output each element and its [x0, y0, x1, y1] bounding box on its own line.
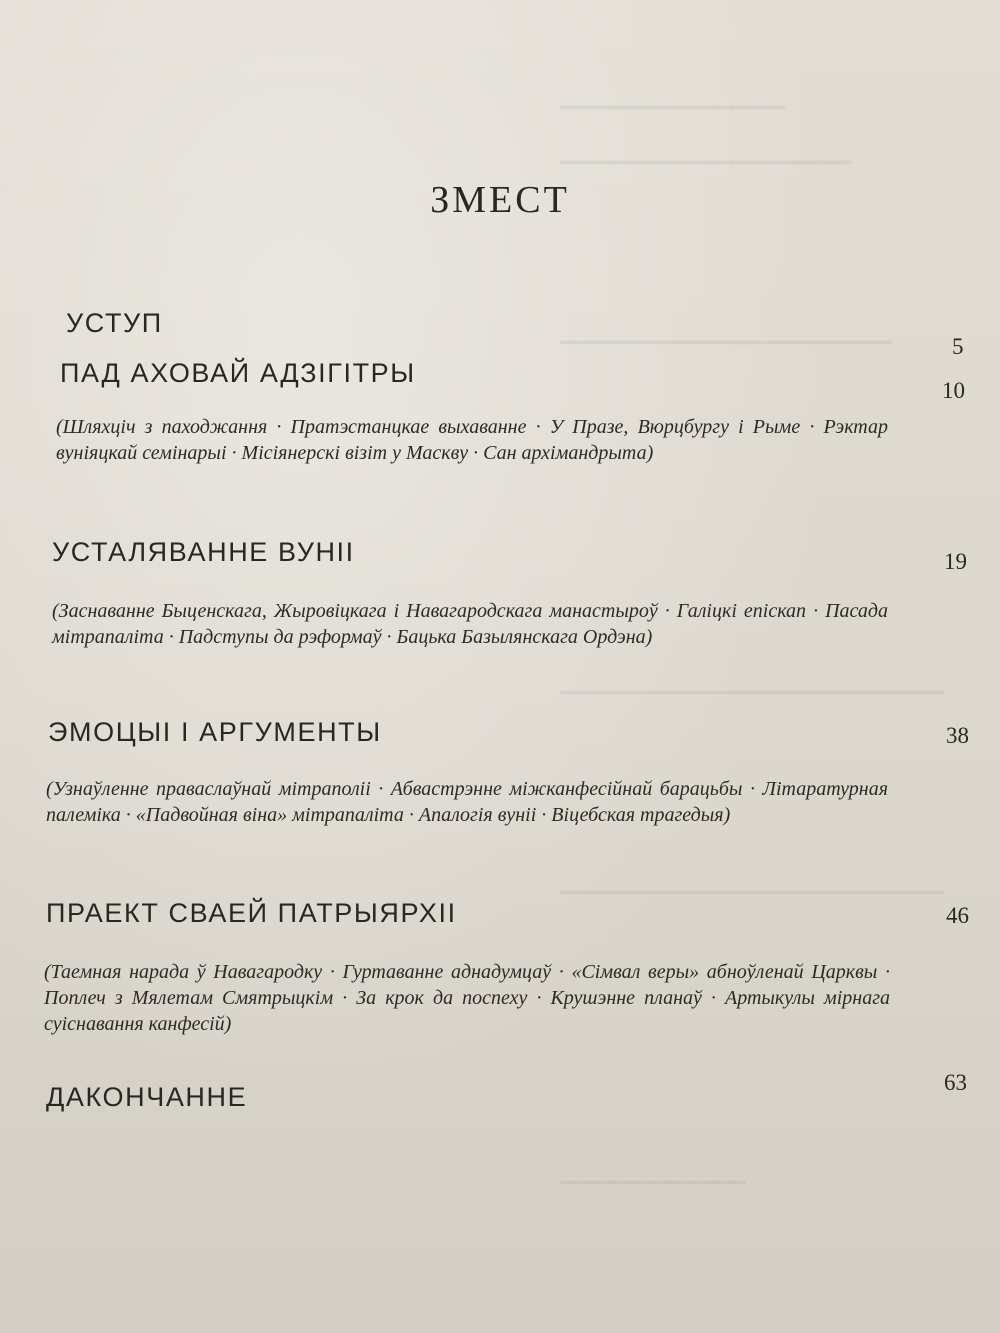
toc-entry-description: (Заснаванне Быценскага, Жыровіцкага і Навагародскага манастыроў · Галіцкі епіскап · Пасада мітрапаліта · Падступы да рэформаў · Бацька Базылянскага Ордэна)	[52, 600, 888, 648]
bleed-through-texture: ━━━━━━━━━━━━━━━━━━━━━━━━━━━━━	[560, 880, 945, 905]
toc-entry-heading: ПРАЕКТ СВАЕЙ ПАТРЫЯРХІІ	[46, 898, 457, 928]
toc-entry-heading: ДАКОНЧАННЕ	[46, 1082, 248, 1112]
toc-entry-page: 38	[946, 723, 969, 748]
bleed-through-texture: ━━━━━━━━━━━━━━━━━━━━━━	[560, 150, 852, 175]
toc-entry-page: 10	[942, 378, 965, 403]
toc-entry-page: 46	[946, 903, 969, 928]
bleed-through-texture: ━━━━━━━━━━━━━━━━━━━━━━━━━	[560, 330, 892, 355]
toc-entry-heading: ПАД АХОВАЙ АДЗІГІТРЫ	[60, 358, 416, 388]
bleed-through-texture: ━━━━━━━━━━━━━━━━━━━━━━━━━━━━━	[560, 680, 945, 705]
toc-entry-page: 19	[944, 549, 967, 574]
toc-entry-description: (Узнаўленне праваслаўнай мітраполіі · Абвастрэнне міжканфесійнай барацьбы · Літаратурная палеміка · «Падвойная віна» мітрапаліта · Апалогія вуніі · Віцебская трагедыя)	[46, 778, 888, 826]
bleed-through-texture: ━━━━━━━━━━━━━━	[560, 1170, 746, 1195]
toc-entry-heading: ЭМОЦЫІ І АРГУМЕНТЫ	[48, 717, 382, 747]
toc-entry-page: 63	[944, 1070, 967, 1095]
toc-entry-page: 5	[952, 334, 964, 359]
toc-entry-heading: УСТАЛЯВАННЕ ВУНІІ	[52, 537, 355, 567]
toc-entry-heading: УСТУП	[66, 308, 163, 338]
contents-title: ЗМЕСТ	[430, 179, 570, 221]
toc-entry-description: (Таемная нарада ў Навагародку · Гуртаванне аднадумцаў · «Сімвал веры» абноўленай Царквы · Поплеч з Мялетам Смятрыцкім · За крок да поспеху · Крушэнне планаў · Артыкулы мірнага суіснавання канфесій)	[44, 961, 890, 1035]
bleed-through-texture: ━━━━━━━━━━━━━━━━━	[560, 95, 786, 120]
toc-entry-description: (Шляхціч з паходжання · Пратэстанцкае выхаванне · У Празе, Вюрцбургу і Рыме · Рэктар вуніяцкай семінарыі · Місіянерскі візіт у Маскву · Сан архімандрыта)	[56, 416, 888, 464]
